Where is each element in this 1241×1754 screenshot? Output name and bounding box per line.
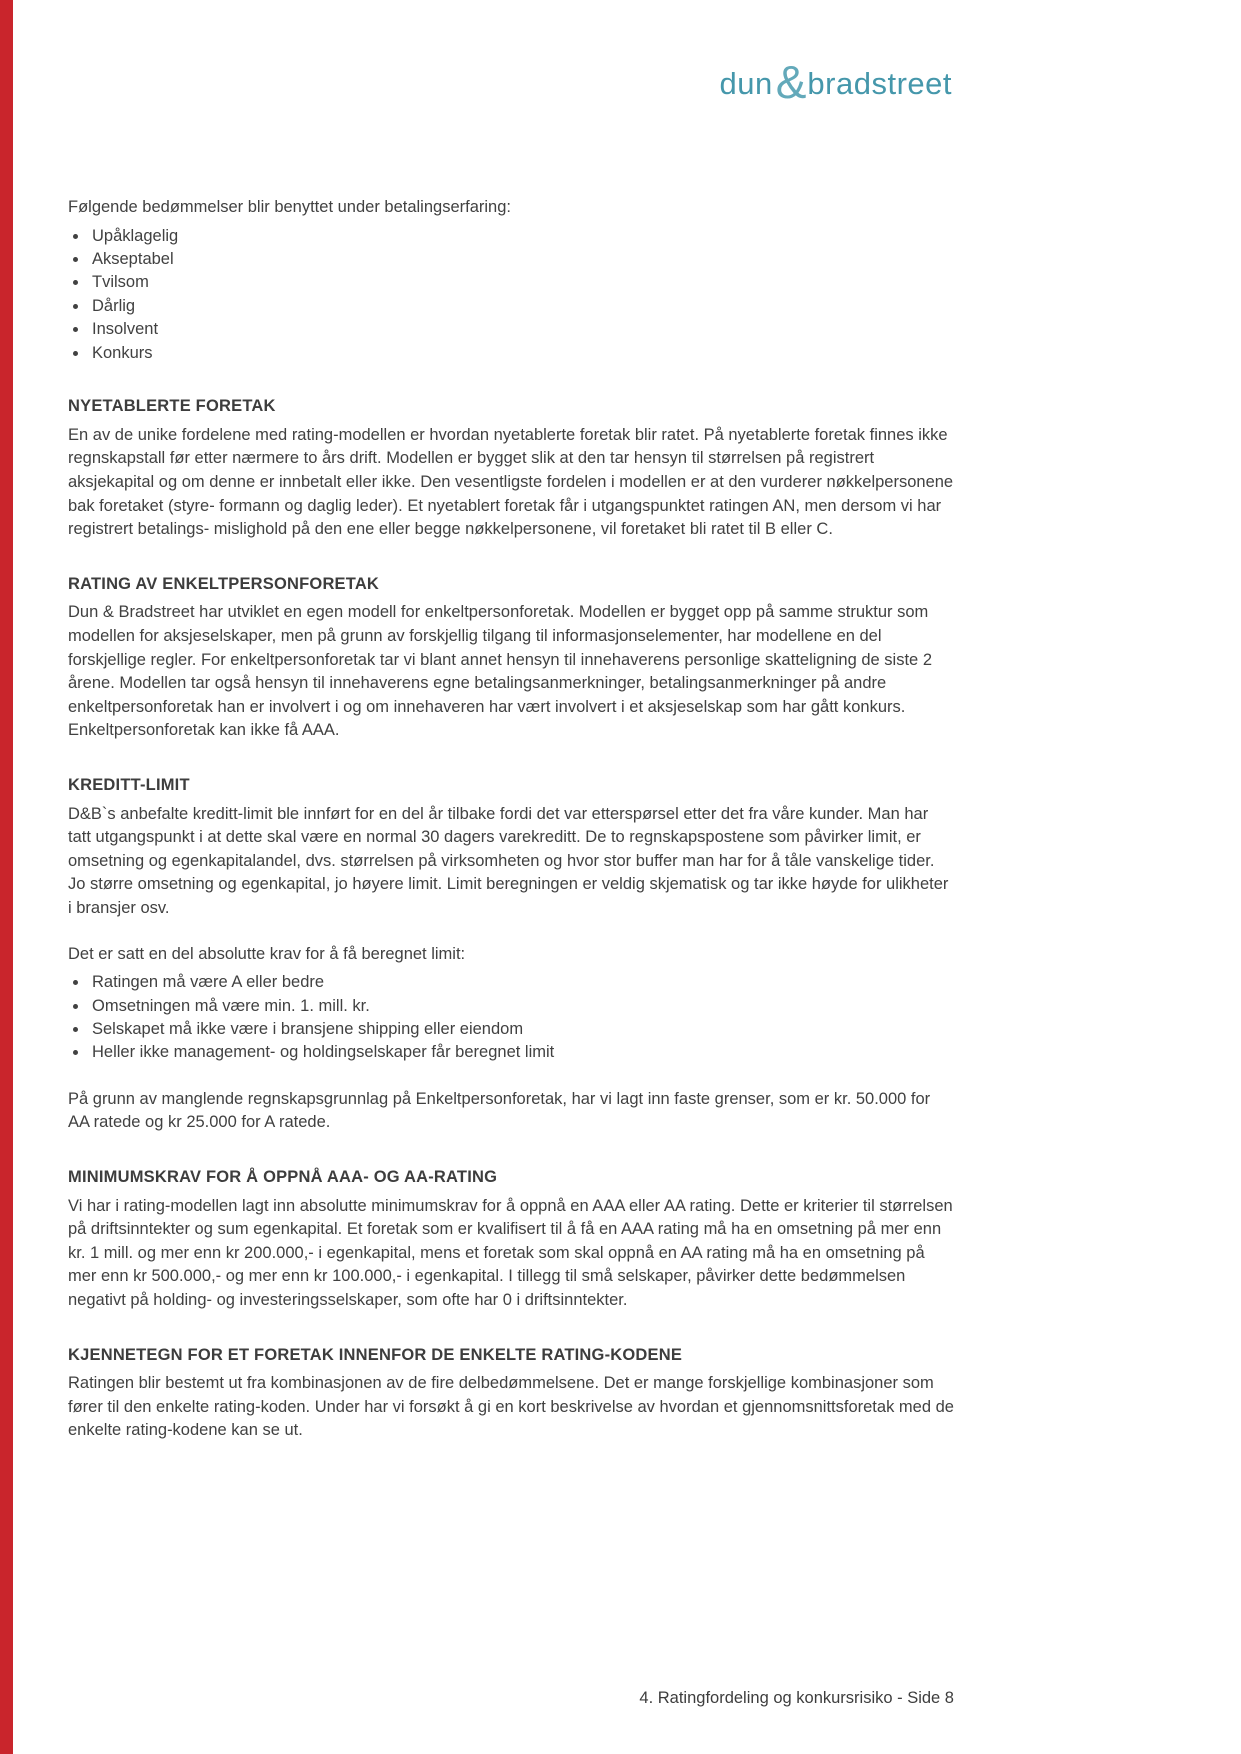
intro-lead: Følgende bedømmelser blir benyttet under betalingserfaring: xyxy=(68,198,511,216)
payment-assessment-list xyxy=(68,225,954,365)
limit-requirements-lead: Det er satt en del absolutte krav for å få beregnet limit: xyxy=(68,944,466,963)
section-body-continued: På grunn av manglende regnskapsgrunnlag på Enkeltpersonforetak, har vi lagt inn faste grenser, som er kr. 50.000 for AA ratede og kr 25.000 for A ratede. xyxy=(68,1089,931,1132)
list-item: • Dårlig xyxy=(89,295,954,317)
document-body xyxy=(68,196,954,1443)
section-minimumskrav xyxy=(68,1166,954,1313)
section-kjennetegn xyxy=(68,1344,954,1443)
section-body: En av de unike fordelene med rating-modellen er hvordan nyetablerte foretak blir ratet. På nyetablerte foretak finnes ikke regnskapstall før etter nærmere to års drift. Modellen er bygget slik at den tar hensyn til størrelsen på registrert aksjekapital og om denne er innbetalt eller ikke. Den vesentligste fordelen i modellen er at den vurderer nøkkelpersonene bak foretaket (styre- formann og daglig leder). Et nyetablert foretak får i utgangspunktet ratingen AN, men dersom vi har registrert betalings- mislighold på den ene eller begge nøkkelpersonene, vil foretaket bli ratet til B eller C. xyxy=(68,425,954,539)
logo-text-dun: dun xyxy=(719,66,773,101)
section-body: Dun & Bradstreet har utviklet en egen modell for enkeltpersonforetak. Modellen er bygget opp på samme struktur som modellen for aksjeselskaper, men på grunn av forskjellig tilgang til informasjonselementer, har modellene en del forskjellige regler. For enkeltpersonforetak tar vi blant annet hensyn til innehaverens personlige skatteligning de siste 2 årene. Modellen tar også hensyn til innehaverens egne betalingsanmerkninger, betalingsanmerkninger på andre enkeltpersonforetak han er involvert i og om innehaveren har vært involvert i et aksjeselskap som har gått konkurs. Enkeltpersonforetak kan ikke få AAA. xyxy=(68,603,932,740)
section-body: Vi har i rating-modellen lagt inn absolutte minimumskrav for å oppnå en AAA eller AA rating. Dette er kriterier til størrelsen på driftsinntekter og sum egenkapital. Et foretak som er kvalifisert til å få en AAA rating må ha en omsetning på mer enn kr. 1 mill. og mer enn kr 200.000,- i egenkapital, mens et foretak som skal oppnå en AA rating må ha en omsetning på mer enn kr 500.000,- og mer enn kr 100.000,- i egenkapital. I tillegg til små selskaper, påvirker dette bedømmelsen negativt på holding- og investeringsselskaper, som ofte har 0 i driftsinntekter. xyxy=(68,1196,953,1309)
list-item: • Heller ikke management- og holdingselskaper får beregnet limit xyxy=(89,1041,954,1063)
section-body: Ratingen blir bestemt ut fra kombinasjonen av de fire delbedømmelsene. Det er mange forskjellige kombinasjoner som fører til den enkelte rating-koden. Under har vi forsøkt å gi en kort beskrivelse av hvordan et gjennomsnittsforetak med de enkelte rating-kodene kan se ut. xyxy=(68,1374,954,1440)
list-item: • Tvilsom xyxy=(89,271,954,293)
limit-requirements-list xyxy=(68,971,954,1064)
list-item: • Ratingen må være A eller bedre xyxy=(89,971,954,993)
list-item: • Omsetningen må være min. 1. mill. kr. xyxy=(89,995,954,1017)
section-nyetablerte-foretak xyxy=(68,395,954,542)
section-body: D&B`s anbefalte kreditt-limit ble innført for en del år tilbake fordi det var etterspørsel etter det fra våre kunder. Man har tatt utgangspunkt i at dette skal være en normal 30 dagers varekreditt. De to regnskapspostene som påvirker limit, er omsetning og egenkapitalandel, dvs. størrelsen på virksomheten og hvor stor buffer man har for å tåle vanskelige tider. Jo større omsetning og egenkapital, jo høyere limit. Limit beregningen er veldig skjematisk og tar ikke høyde for ulikheter i bransjer osv. xyxy=(68,804,949,917)
section-kreditt-limit xyxy=(68,774,954,1135)
section-heading: NYETABLERTE FORETAK xyxy=(68,397,276,416)
section-heading: RATING AV ENKELTPERSONFORETAK xyxy=(68,574,380,593)
logo-ampersand-icon: & xyxy=(775,56,807,108)
logo-text-bradstreet: bradstreet xyxy=(807,66,952,101)
section-heading: KJENNETEGN FOR ET FORETAK INNENFOR DE ENKELTE RATING-KODENE xyxy=(68,1345,683,1364)
list-item: • Akseptabel xyxy=(89,248,954,270)
section-heading: MINIMUMSKRAV FOR Å OPPNÅ AAA- OG AA-RATING xyxy=(68,1168,498,1187)
list-item: • Konkurs xyxy=(89,342,954,364)
list-item: • Upåklagelig xyxy=(89,225,954,247)
list-item: • Selskapet må ikke være i bransjene shipping eller eiendom xyxy=(89,1018,954,1040)
left-accent-stripe xyxy=(0,0,13,1754)
list-item: • Insolvent xyxy=(89,318,954,340)
dun-bradstreet-logo xyxy=(68,56,952,108)
page-footer: 4. Ratingfordeling og konkursrisiko - Side 8 xyxy=(639,1689,954,1707)
section-rating-enkeltpersonforetak xyxy=(68,573,954,743)
section-heading: KREDITT-LIMIT xyxy=(68,775,190,794)
